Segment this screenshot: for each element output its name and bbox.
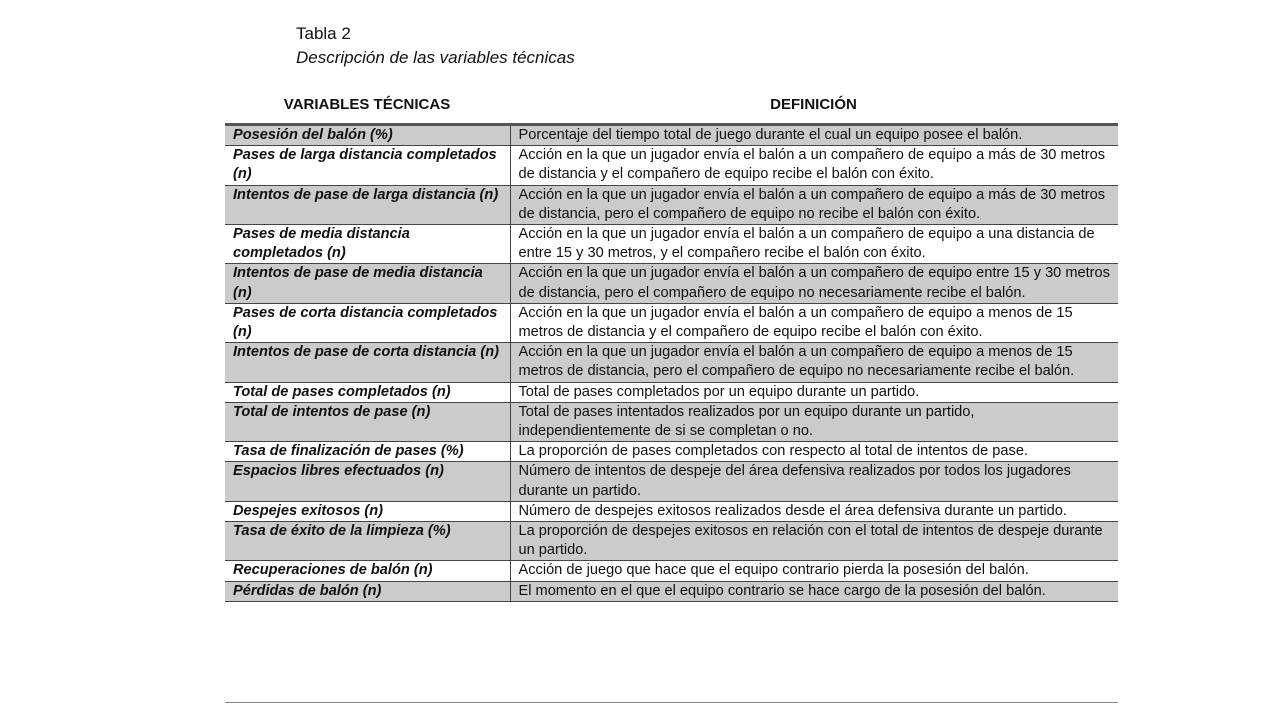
- variable-cell: Intentos de pase de larga distancia (n): [225, 185, 510, 224]
- variables-table: [225, 123, 1118, 602]
- definition-cell: Número de despejes exitosos realizados desde el área defensiva durante un partido.: [510, 501, 1118, 521]
- definition-cell: La proporción de despejes exitosos en relación con el total de intentos de despeje durante un partido.: [510, 522, 1118, 561]
- definition-cell: Acción en la que un jugador envía el balón a un compañero de equipo entre 15 y 30 metros de distancia, pero el compañero de equipo no necesariamente recibe el balón.: [510, 264, 1118, 303]
- definition-cell: Acción en la que un jugador envía el balón a un compañero de equipo a más de 30 metros de distancia y el compañero de equipo recibe el balón con éxito.: [510, 146, 1118, 185]
- next-row-edge: [225, 702, 1118, 705]
- definition-cell: Acción en la que un jugador envía el balón a un compañero de equipo a menos de 15 metros de distancia, pero el compañero de equipo no necesariamente recibe el balón.: [510, 343, 1118, 382]
- variable-cell: Recuperaciones de balón (n): [225, 561, 510, 581]
- table-row: [225, 303, 1118, 342]
- table-row: [225, 581, 1118, 601]
- variable-cell: Posesión del balón (%): [225, 125, 510, 146]
- definition-cell: Total de pases intentados realizados por un equipo durante un partido, independientemente de si se completan o no.: [510, 402, 1118, 441]
- variable-cell: Pases de media distancia completados (n): [225, 225, 510, 264]
- header-definition: DEFINICIÓN: [770, 96, 857, 113]
- variable-cell: Intentos de pase de corta distancia (n): [225, 343, 510, 382]
- table-title: Descripción de las variables técnicas: [296, 48, 575, 67]
- table-header: [225, 96, 1118, 116]
- table-row: [225, 225, 1118, 264]
- table-row: [225, 146, 1118, 185]
- table-row: [225, 343, 1118, 382]
- page-cutoff: [0, 702, 1280, 720]
- variable-cell: Pases de corta distancia completados (n): [225, 303, 510, 342]
- table-row: [225, 125, 1118, 146]
- variable-cell: Tasa de finalización de pases (%): [225, 442, 510, 462]
- table-row: [225, 185, 1118, 224]
- table-body: [225, 125, 1118, 602]
- variable-cell: Intentos de pase de media distancia (n): [225, 264, 510, 303]
- table-number: Tabla 2: [296, 24, 351, 43]
- definition-cell: La proporción de pases completados con respecto al total de intentos de pase.: [510, 442, 1118, 462]
- variable-cell: Pases de larga distancia completados (n): [225, 146, 510, 185]
- table-row: [225, 442, 1118, 462]
- table-caption: [296, 24, 575, 68]
- definition-cell: Total de pases completados por un equipo durante un partido.: [510, 382, 1118, 402]
- variable-cell: Total de pases completados (n): [225, 382, 510, 402]
- table-row: [225, 264, 1118, 303]
- definition-cell: El momento en el que el equipo contrario se hace cargo de la posesión del balón.: [510, 581, 1118, 601]
- definition-cell: Acción en la que un jugador envía el balón a un compañero de equipo a más de 30 metros de distancia, pero el compañero de equipo no recibe el balón con éxito.: [510, 185, 1118, 224]
- table-row: [225, 561, 1118, 581]
- variable-cell: Tasa de éxito de la limpieza (%): [225, 522, 510, 561]
- variable-cell: Pérdidas de balón (n): [225, 581, 510, 601]
- definition-cell: Acción en la que un jugador envía el balón a un compañero de equipo a una distancia de entre 15 y 30 metros, y el compañero recibe el balón con éxito.: [510, 225, 1118, 264]
- variable-cell: Total de intentos de pase (n): [225, 402, 510, 441]
- definition-cell: Porcentaje del tiempo total de juego durante el cual un equipo posee el balón.: [510, 125, 1118, 146]
- variable-cell: Espacios libres efectuados (n): [225, 462, 510, 501]
- header-variables: VARIABLES TÉCNICAS: [283, 96, 451, 113]
- table-row: [225, 462, 1118, 501]
- table-row: [225, 522, 1118, 561]
- table-row: [225, 402, 1118, 441]
- table-row: [225, 382, 1118, 402]
- table-row: [225, 501, 1118, 521]
- definition-cell: Acción en la que un jugador envía el balón a un compañero de equipo a menos de 15 metros de distancia y el compañero de equipo recibe el balón con éxito.: [510, 303, 1118, 342]
- definition-cell: Acción de juego que hace que el equipo contrario pierda la posesión del balón.: [510, 561, 1118, 581]
- definition-cell: Número de intentos de despeje del área defensiva realizados por todos los jugadores durante un partido.: [510, 462, 1118, 501]
- variable-cell: Despejes exitosos (n): [225, 501, 510, 521]
